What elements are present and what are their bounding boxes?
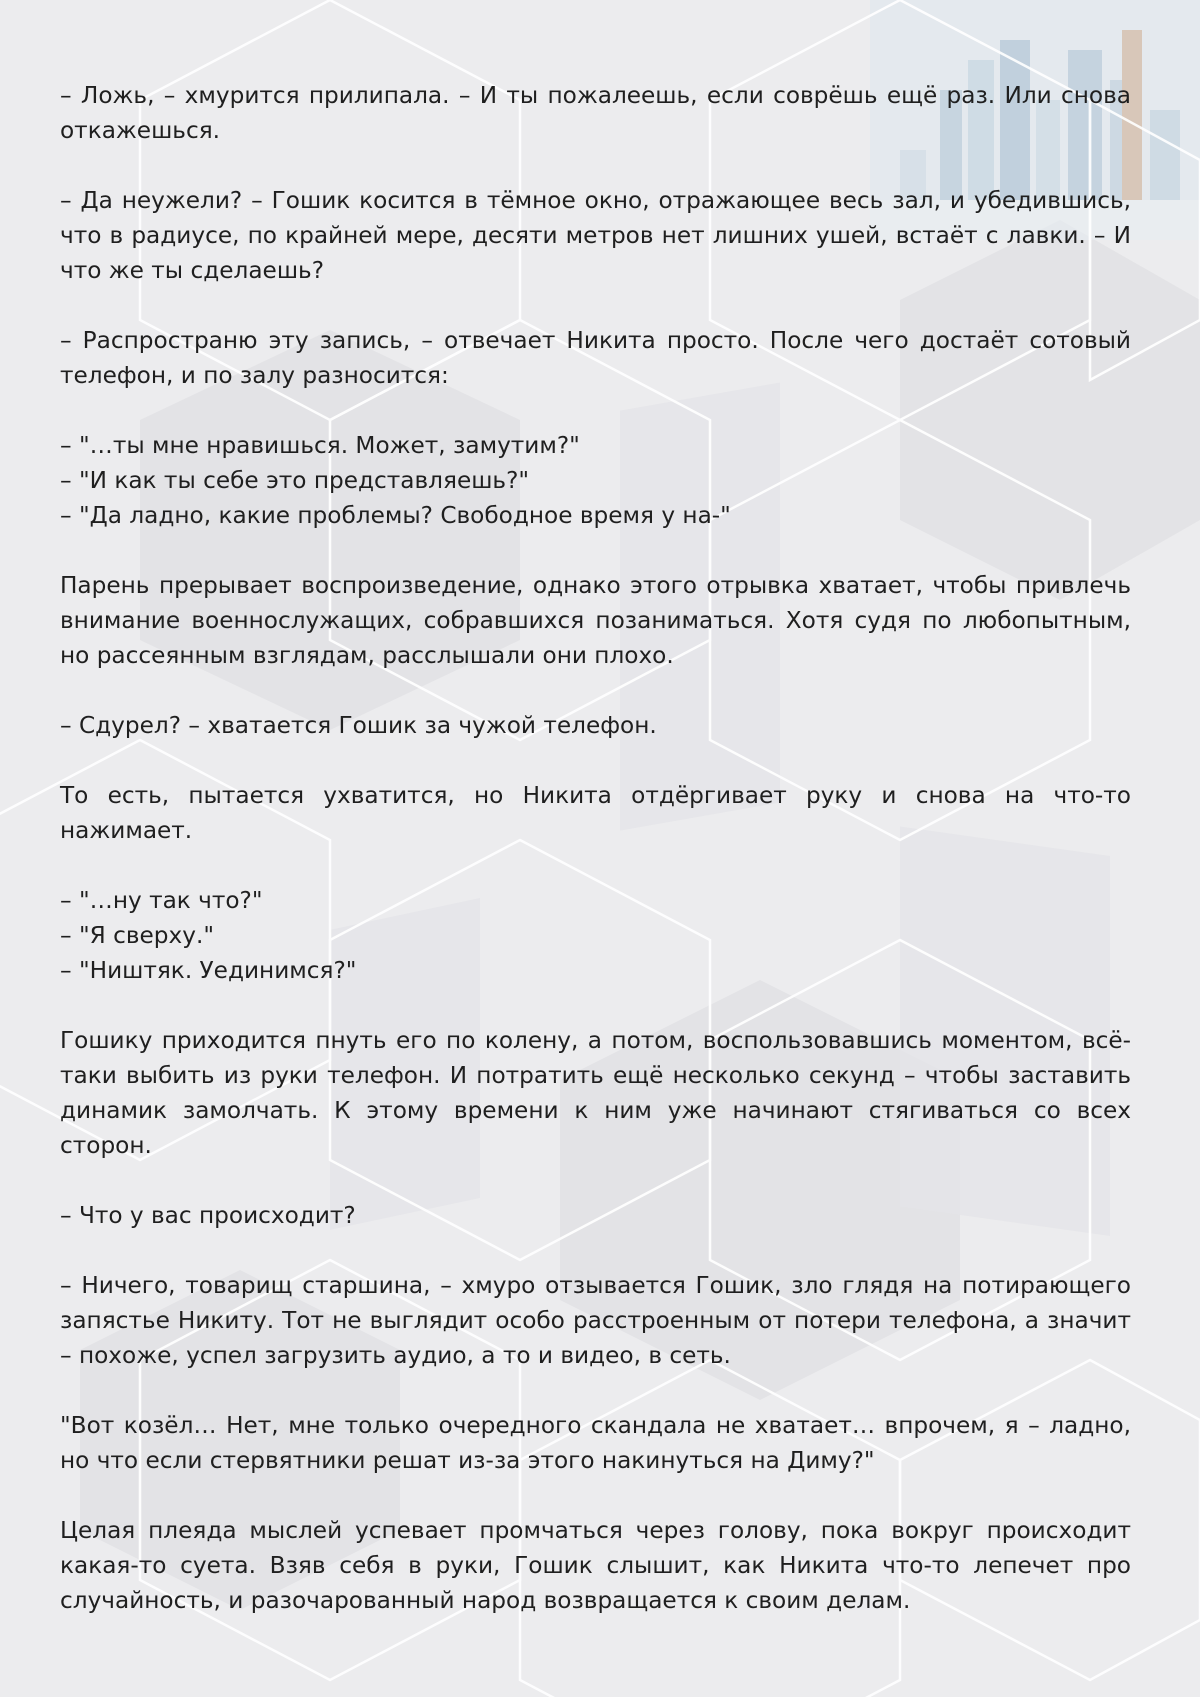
recording-quote-block [60, 883, 1131, 988]
paragraph: – Ложь, – хмурится прилипала. – И ты пожалеешь, если соврёшь ещё раз. Или снова откажешься. [60, 82, 1131, 144]
quote-line: – "…ну так что?" [60, 887, 263, 914]
quote-line: – "Да ладно, какие проблемы? Свободное время у на-" [60, 502, 731, 529]
paragraph: – Распространю эту запись, – отвечает Никита просто. После чего достаёт сотовый телефон, и по залу разносится: [60, 327, 1131, 389]
paragraph: Парень прерывает воспроизведение, однако этого отрывка хватает, чтобы привлечь внимание военнослужащих, собравшихся позаниматься. Хотя судя по любопытным, но рассеянным взглядам, расслышали они плохо. [60, 572, 1131, 669]
paragraph: То есть, пытается ухватится, но Никита отдёргивает руку и снова на что-то нажимает. [60, 782, 1131, 844]
paragraph: – Сдурел? – хватается Гошик за чужой телефон. [60, 712, 657, 739]
paragraph: Гошику приходится пнуть его по колену, а потом, воспользовавшись моментом, всё-таки выбить из руки телефон. И потратить ещё несколько секунд – чтобы заставить динамик замолчать. К этому времени к ним уже начинают стягиваться со всех сторон. [60, 1027, 1131, 1159]
story-text [60, 78, 1131, 1653]
quote-line: – "И как ты себе это представляешь?" [60, 467, 530, 494]
paragraph: – Да неужели? – Гошик косится в тёмное окно, отражающее весь зал, и убедившись, что в радиусе, по крайней мере, десяти метров нет лишних ушей, встаёт с лавки. – И что же ты сделаешь? [60, 187, 1131, 284]
quote-line: – "…ты мне нравишься. Может, замутим?" [60, 432, 580, 459]
paragraph: – Что у вас происходит? [60, 1202, 356, 1229]
paragraph: "Вот козёл… Нет, мне только очередного скандала не хватает… впрочем, я – ладно, но что если стервятники решат из-за этого накинуться на Диму?" [60, 1412, 1131, 1474]
paragraph: – Ничего, товарищ старшина, – хмуро отзывается Гошик, зло глядя на потирающего запястье Никиту. Тот не выглядит особо расстроенным от потери телефона, а значит – похоже, успел загрузить аудио, а то и видео, в сеть. [60, 1272, 1131, 1369]
quote-line: – "Ништяк. Уединимся?" [60, 957, 357, 984]
paragraph: Целая плеяда мыслей успевает промчаться через голову, пока вокруг происходит какая-то суета. Взяв себя в руки, Гошик слышит, как Никита что-то лепечет про случайность, и разочарованный народ возвращается к своим делам. [60, 1517, 1131, 1614]
quote-line: – "Я сверху." [60, 922, 214, 949]
recording-quote-block [60, 428, 1131, 533]
